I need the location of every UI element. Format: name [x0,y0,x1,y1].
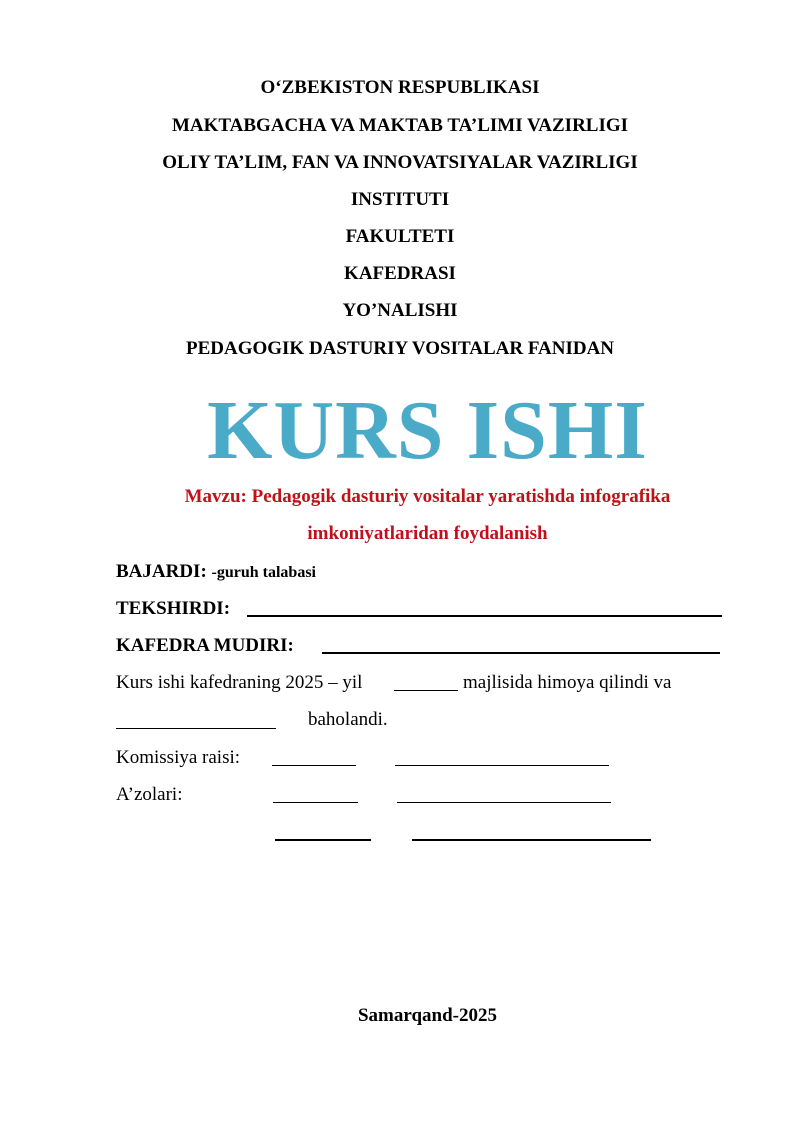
place-and-year: Samarqand-2025 [357,1005,497,1026]
protocol-text-end: majlisida himoya qilindi va [463,672,672,693]
member1-name-line [397,802,611,803]
member1-signature-line [273,802,358,803]
commission-chair-label: Komissiya raisi: [116,747,241,768]
header-line-ministry-preschool: MAKTABGACHA VA MAKTAB TA’LIMI VAZIRLIGI [171,115,629,136]
header-line-country: O‘ZBEKISTON RESPUBLIKASI [260,77,540,98]
chair-signature-line [272,765,356,766]
members-label: A’zolari: [116,784,183,805]
topic-line-1: Mavzu: Pedagogik dasturiy vositalar yaratishda infografika [184,486,671,507]
protocol-text-start: Kurs ishi kafedraning 2025 – yil [116,672,363,693]
document-title: KURS ISHI [207,384,648,477]
header-line-subject: PEDAGOGIK DASTURIY VOSITALAR FANIDAN [185,338,615,359]
protocol-date-line [394,690,458,691]
head-of-department-label: KAFEDRA MUDIRI: [116,635,294,656]
performed-by-value: -guruh talabasi [211,564,316,581]
member2-signature-line [275,839,371,841]
topic-line-2: imkoniyatlaridan foydalanish [307,523,548,544]
performed-by-label: BAJARDI: [116,561,207,582]
header-line-faculty: FAKULTETI [345,226,455,247]
head-of-department-line [322,652,720,654]
chair-name-line [395,765,609,766]
checked-by-line [247,615,722,617]
protocol-graded-text: baholandi. [308,709,388,730]
header-line-institute: INSTITUTI [350,189,450,210]
performed-by-field [116,561,316,584]
header-line-ministry-higher: OLIY TA’LIM, FAN VA INNOVATSIYALAR VAZIRLIGI [162,152,638,173]
member2-name-line [412,839,651,841]
header-line-department: KAFEDRASI [344,263,456,284]
checked-by-label: TEKSHIRDI: [116,598,231,619]
header-line-direction: YO’NALISHI [342,300,458,321]
grade-line [116,728,276,729]
